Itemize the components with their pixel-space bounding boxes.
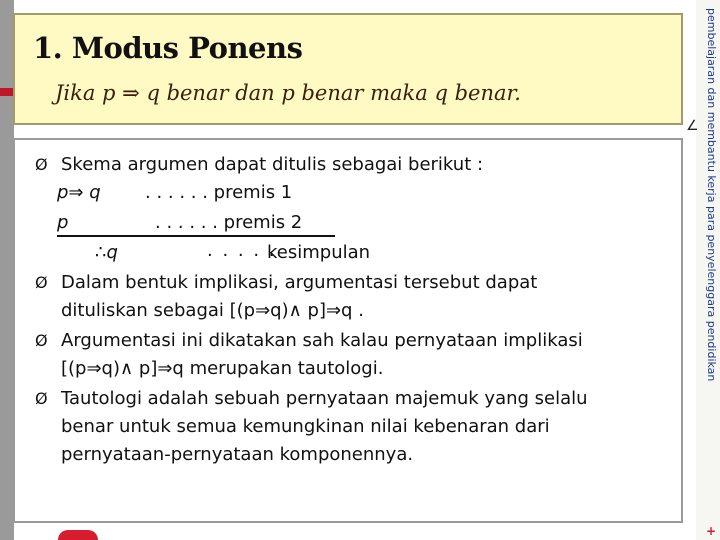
bullet-item	[35, 388, 588, 409]
bullet-text: Skema argumen dapat ditulis sebagai berikut :	[61, 154, 484, 175]
plus-icon: +	[705, 524, 716, 538]
premise-2-formula: p	[57, 212, 69, 233]
bottom-red-decor	[58, 530, 98, 540]
bullet-text-line2: [(p⇒q)∧ p]⇒q merupakan tautologi.	[61, 358, 384, 379]
bullet-text-line3: pernyataan-pernyataan komponennya.	[61, 444, 414, 465]
title-panel	[13, 13, 683, 125]
bullet-arrow-icon: Ø	[35, 331, 48, 350]
conclusion-formula: ∴q	[95, 242, 118, 263]
left-red-marker	[0, 88, 14, 96]
bullet-item	[35, 272, 537, 293]
bullet-text-line1: Dalam bentuk implikasi, argumentasi tersebut dapat	[61, 272, 538, 293]
right-edge-glyph: ∠	[686, 118, 699, 134]
vertical-side-text: pembelajaran dan membantu kerja para penyelenggara pendidikan	[705, 8, 718, 382]
bullet-item	[35, 330, 583, 351]
slide-subtitle: Jika p ⇒ q benar dan p benar maka q benar.	[55, 81, 521, 105]
slide-title: 1. Modus Ponens	[33, 31, 303, 65]
premise-1-label: . . . . . . premis 1	[145, 182, 293, 203]
premise-divider-line	[57, 235, 335, 237]
left-decor-band	[0, 0, 14, 540]
bullet-arrow-icon: Ø	[35, 389, 48, 408]
conclusion-dots: . . . . .	[207, 240, 277, 261]
conclusion-label: kesimpulan	[267, 242, 371, 263]
bullet-text-line2: dituliskan sebagai [(p⇒q)∧ p]⇒q .	[61, 300, 364, 321]
bullet-text-line1: Tautologi adalah sebuah pernyataan majemuk yang selalu	[61, 388, 588, 409]
bullet-arrow-icon: Ø	[35, 273, 48, 292]
bullet-text-line1: Argumentasi ini dikatakan sah kalau pernyataan implikasi	[61, 330, 583, 351]
premise-1-formula: p⇒ q	[57, 182, 101, 203]
premise-2-label: . . . . . . premis 2	[155, 212, 303, 233]
content-panel	[13, 138, 683, 523]
bullet-item	[35, 154, 483, 175]
bullet-arrow-icon: Ø	[35, 155, 48, 174]
bullet-text-line2: benar untuk semua kemungkinan nilai kebenaran dari	[61, 416, 550, 437]
